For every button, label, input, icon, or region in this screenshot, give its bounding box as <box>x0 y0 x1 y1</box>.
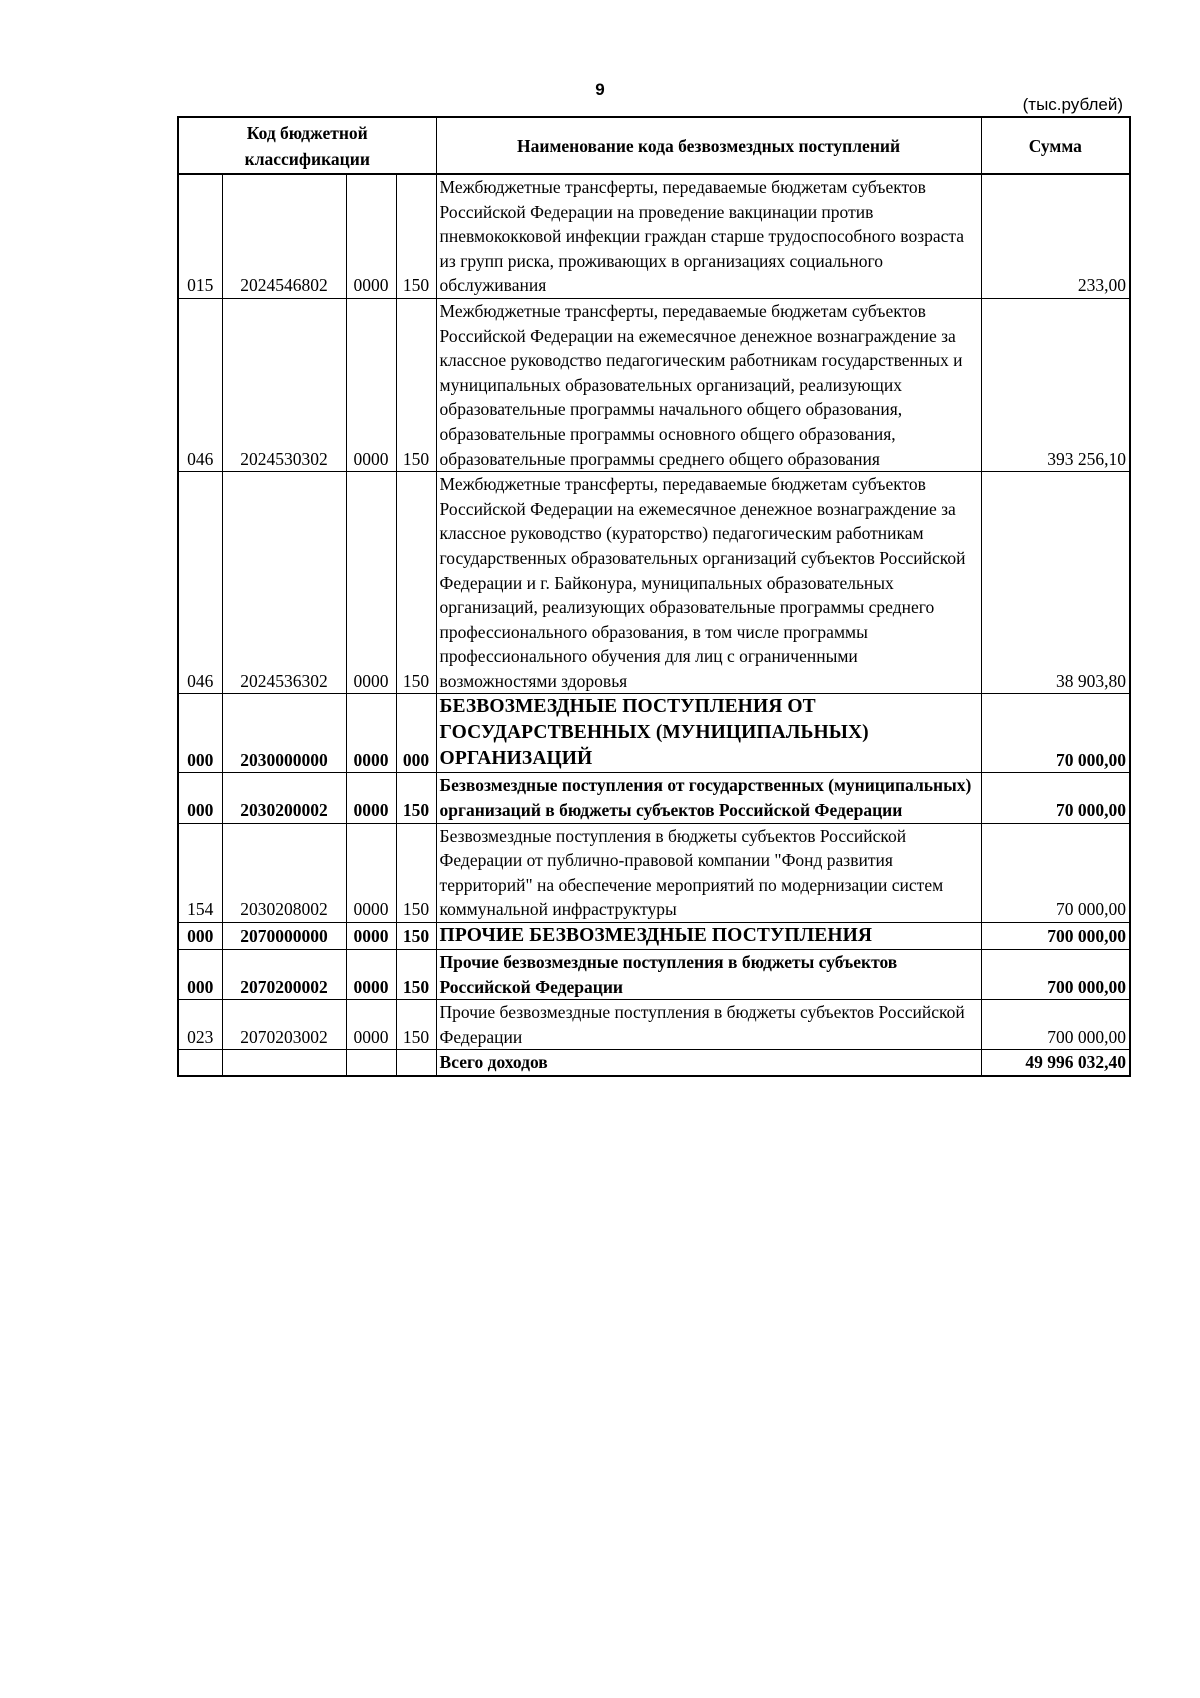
cell-classification-code: 150 <box>396 1000 436 1050</box>
cell-amount: 393 256,10 <box>981 298 1130 471</box>
cell-admin-code: 000 <box>178 923 222 950</box>
cell-subtype-code: 0000 <box>346 174 396 298</box>
cell-subtype-code: 0000 <box>346 1000 396 1050</box>
header-amount: Сумма <box>981 117 1130 174</box>
cell-name: Прочие безвозмездные поступления в бюджеты субъектов Российской Федерации <box>436 1000 981 1050</box>
cell-name: ПРОЧИЕ БЕЗВОЗМЕЗДНЫЕ ПОСТУПЛЕНИЯ <box>436 923 981 950</box>
cell-classification-code: 150 <box>396 298 436 471</box>
cell-amount: 700 000,00 <box>981 923 1130 950</box>
cell-empty <box>178 1050 222 1076</box>
table-row <box>178 298 1130 471</box>
units-label: (тыс.рублей) <box>1022 95 1123 114</box>
cell-name: Межбюджетные трансферты, передаваемые бюджетам субъектов Российской Федерации на проведение вакцинации против пневмококковой инфекции граждан старше трудоспособного возраста из групп риска, проживающих в организациях социального обслуживания <box>436 174 981 298</box>
total-amount: 49 996 032,40 <box>981 1050 1130 1076</box>
cell-revenue-code: 2070203002 <box>222 1000 346 1050</box>
table-total-row <box>178 1050 1130 1076</box>
cell-empty <box>346 1050 396 1076</box>
cell-name: Межбюджетные трансферты, передаваемые бюджетам субъектов Российской Федерации на ежемесячное денежное вознаграждение за классное руководство (кураторство) педагогическим работникам государственных образовательных организаций субъектов Российской Федерации и г. Байконура, муниципальных образовательных организаций, реализующих образовательные программы среднего профессионального образования, в том числе программы профессионального обучения для лиц с ограниченными возможностями здоровья <box>436 472 981 694</box>
cell-admin-code: 000 <box>178 773 222 823</box>
cell-name: Безвозмездные поступления в бюджеты субъектов Российской Федерации от публично-правовой компании "Фонд развития территорий" на обеспечение мероприятий по модернизации систем коммунальной инфраструктуры <box>436 823 981 922</box>
table-row <box>178 823 1130 922</box>
cell-admin-code: 000 <box>178 950 222 1000</box>
cell-subtype-code: 0000 <box>346 694 396 773</box>
cell-amount: 700 000,00 <box>981 1000 1130 1050</box>
cell-classification-code: 000 <box>396 694 436 773</box>
header-name: Наименование кода безвозмездных поступлений <box>436 117 981 174</box>
cell-subtype-code: 0000 <box>346 950 396 1000</box>
cell-classification-code: 150 <box>396 950 436 1000</box>
cell-subtype-code: 0000 <box>346 823 396 922</box>
cell-classification-code: 150 <box>396 472 436 694</box>
cell-subtype-code: 0000 <box>346 298 396 471</box>
cell-amount: 700 000,00 <box>981 950 1130 1000</box>
cell-revenue-code: 2024546802 <box>222 174 346 298</box>
cell-empty <box>396 1050 436 1076</box>
cell-admin-code: 023 <box>178 1000 222 1050</box>
cell-amount: 70 000,00 <box>981 823 1130 922</box>
cell-classification-code: 150 <box>396 923 436 950</box>
cell-revenue-code: 2030000000 <box>222 694 346 773</box>
table-row <box>178 174 1130 298</box>
cell-subtype-code: 0000 <box>346 472 396 694</box>
cell-name: БЕЗВОЗМЕЗДНЫЕ ПОСТУПЛЕНИЯ ОТ ГОСУДАРСТВЕННЫХ (МУНИЦИПАЛЬНЫХ) ОРГАНИЗАЦИЙ <box>436 694 981 773</box>
table-row <box>178 923 1130 950</box>
table-row <box>178 472 1130 694</box>
cell-admin-code: 154 <box>178 823 222 922</box>
table-row <box>178 950 1130 1000</box>
table-row <box>178 694 1130 773</box>
header-code: Код бюджетной классификации <box>178 117 436 174</box>
cell-revenue-code: 2070200002 <box>222 950 346 1000</box>
total-label: Всего доходов <box>436 1050 981 1076</box>
cell-name: Прочие безвозмездные поступления в бюджеты субъектов Российской Федерации <box>436 950 981 1000</box>
table-row <box>178 773 1130 823</box>
cell-amount: 233,00 <box>981 174 1130 298</box>
cell-revenue-code: 2030208002 <box>222 823 346 922</box>
cell-name: Безвозмездные поступления от государственных (муниципальных) организаций в бюджеты субъектов Российской Федерации <box>436 773 981 823</box>
cell-subtype-code: 0000 <box>346 923 396 950</box>
budget-table <box>177 116 1131 1077</box>
cell-amount: 38 903,80 <box>981 472 1130 694</box>
cell-name: Межбюджетные трансферты, передаваемые бюджетам субъектов Российской Федерации на ежемесячное денежное вознаграждение за классное руководство педагогическим работникам государственных и муниципальных образовательных организаций, реализующих образовательные программы начального общего образования, образовательные программы основного общего образования, образовательные программы среднего общего образования <box>436 298 981 471</box>
cell-amount: 70 000,00 <box>981 694 1130 773</box>
cell-empty <box>222 1050 346 1076</box>
table-row <box>178 1000 1130 1050</box>
cell-admin-code: 046 <box>178 298 222 471</box>
cell-admin-code: 015 <box>178 174 222 298</box>
cell-admin-code: 046 <box>178 472 222 694</box>
cell-revenue-code: 2030200002 <box>222 773 346 823</box>
cell-revenue-code: 2024530302 <box>222 298 346 471</box>
cell-revenue-code: 2070000000 <box>222 923 346 950</box>
table-header-row <box>178 117 1130 174</box>
cell-classification-code: 150 <box>396 773 436 823</box>
cell-classification-code: 150 <box>396 174 436 298</box>
page-number: 9 <box>595 80 605 99</box>
cell-amount: 70 000,00 <box>981 773 1130 823</box>
cell-revenue-code: 2024536302 <box>222 472 346 694</box>
cell-classification-code: 150 <box>396 823 436 922</box>
cell-subtype-code: 0000 <box>346 773 396 823</box>
cell-admin-code: 000 <box>178 694 222 773</box>
